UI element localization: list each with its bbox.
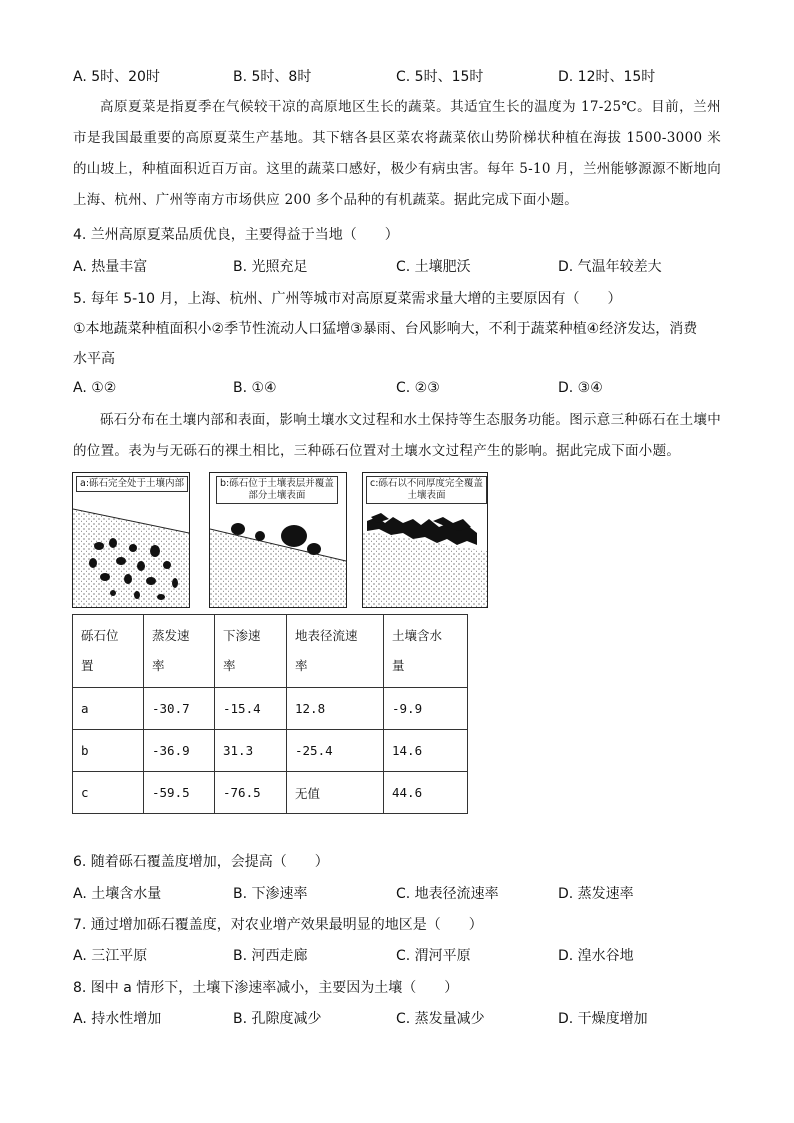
q6-option-a[interactable]: A. 土壤含水量 bbox=[73, 886, 162, 902]
q4-option-c[interactable]: C. 土壤肥沃 bbox=[396, 259, 471, 275]
panel-c-label-line1: c:砾石以不同厚度完全覆盖 bbox=[370, 478, 483, 489]
q5-option-b[interactable]: B. ①④ bbox=[233, 380, 277, 396]
cell-infiltration: -76.5 bbox=[215, 772, 287, 814]
q5-statements: ①本地蔬菜种植面积小②季节性流动人口猛增③暴雨、台风影响大，不利于蔬菜种植④经济发达，消费 bbox=[73, 321, 698, 337]
cell-moisture: 14.6 bbox=[384, 730, 468, 772]
cell-position: b bbox=[73, 730, 144, 772]
q5-stem: 5. 每年 5-10 月，上海、杭州、广州等城市对高原夏菜需求量大增的主要原因有（ ） bbox=[73, 291, 622, 307]
cell-infiltration: -15.4 bbox=[215, 688, 287, 730]
panel-c-label bbox=[366, 476, 487, 504]
q6-option-d[interactable]: D. 蒸发速率 bbox=[558, 886, 634, 902]
cell-runoff: 12.8 bbox=[287, 688, 384, 730]
header-evaporation-rate: 蒸发速 率 bbox=[144, 615, 215, 688]
cell-position: a bbox=[73, 688, 144, 730]
q3-option-c[interactable]: C. 5时、15时 bbox=[396, 69, 484, 85]
table-row bbox=[73, 730, 468, 772]
q5-option-d[interactable]: D. ③④ bbox=[558, 380, 603, 396]
panel-b-label-line1: b:砾石位于土壤表层并覆盖 bbox=[220, 478, 334, 489]
q5-statements-cont: 水平高 bbox=[73, 351, 115, 367]
q3-option-a[interactable]: A. 5时、20时 bbox=[73, 69, 160, 85]
q7-option-b[interactable]: B. 河西走廊 bbox=[233, 948, 308, 964]
cell-runoff: 无值 bbox=[287, 772, 384, 814]
q7-option-a[interactable]: A. 三江平原 bbox=[73, 948, 148, 964]
q6-option-c[interactable]: C. 地表径流速率 bbox=[396, 886, 499, 902]
q7-option-d[interactable]: D. 湟水谷地 bbox=[558, 948, 634, 964]
passage-highland-vegetables: 高原夏菜是指夏季在气候较干凉的高原地区生长的蔬菜。其适宜生长的温度为 17-25℃。目前，兰州市是我国最重要的高原夏菜生产基地。其下辖各县区菜农将蔬菜依山势阶梯状种植在海拔 1500-3000 米的山坡上，种植面积近百万亩。这里的蔬菜口感好，极少有病虫害。每年 5-10 月，兰州能够源源不断地向上海、杭州、广州等南方市场供应 200 多个品种的有机蔬菜。据此完成下面小题。 bbox=[73, 99, 721, 208]
soil-diagram-a bbox=[73, 473, 189, 607]
table-header-row bbox=[73, 615, 468, 688]
gravel-effects-table bbox=[72, 614, 468, 814]
header-soil-moisture: 土壤含水 量 bbox=[384, 615, 468, 688]
panel-c-label-line2: 土壤表面 bbox=[407, 490, 446, 501]
table-row bbox=[73, 688, 468, 730]
q6-option-b[interactable]: B. 下渗速率 bbox=[233, 886, 308, 902]
q4-option-b[interactable]: B. 光照充足 bbox=[233, 259, 308, 275]
panel-a-label: a:砾石完全处于土壤内部 bbox=[76, 476, 188, 492]
figure-panel-b bbox=[209, 472, 347, 608]
q8-option-c[interactable]: C. 蒸发量减少 bbox=[396, 1011, 485, 1027]
q7-stem: 7. 通过增加砾石覆盖度，对农业增产效果最明显的地区是（ ） bbox=[73, 917, 483, 933]
header-infiltration-rate: 下渗速 率 bbox=[215, 615, 287, 688]
table-row bbox=[73, 772, 468, 814]
panel-b-label-line2: 部分土壤表面 bbox=[248, 490, 306, 501]
cell-position: c bbox=[73, 772, 144, 814]
q7-option-c[interactable]: C. 渭河平原 bbox=[396, 948, 471, 964]
q5-option-c[interactable]: C. ②③ bbox=[396, 380, 440, 396]
q8-stem: 8. 图中 a 情形下，土壤下渗速率减小，主要因为土壤（ ） bbox=[73, 980, 459, 996]
header-gravel-position: 砾石位 置 bbox=[73, 615, 144, 688]
cell-infiltration: 31.3 bbox=[215, 730, 287, 772]
header-runoff-rate: 地表径流速 率 bbox=[287, 615, 384, 688]
cell-moisture: 44.6 bbox=[384, 772, 468, 814]
q8-option-d[interactable]: D. 干燥度增加 bbox=[558, 1011, 648, 1027]
passage-gravel: 砾石分布在土壤内部和表面，影响土壤水文过程和水土保持等生态服务功能。图示意三种砾石在土壤中的位置。表为与无砾石的裸土相比，三种砾石位置对土壤水文过程产生的影响。据此完成下面小题。 bbox=[73, 412, 721, 459]
figure-panel-c bbox=[362, 472, 488, 608]
panel-b-label bbox=[216, 476, 338, 504]
cell-runoff: -25.4 bbox=[287, 730, 384, 772]
cell-evaporation: -59.5 bbox=[144, 772, 215, 814]
cell-evaporation: -30.7 bbox=[144, 688, 215, 730]
cell-moisture: -9.9 bbox=[384, 688, 468, 730]
q4-stem: 4. 兰州高原夏菜品质优良，主要得益于当地（ ） bbox=[73, 227, 399, 243]
q3-option-b[interactable]: B. 5时、8时 bbox=[233, 69, 312, 85]
figure-panel-a bbox=[72, 472, 190, 608]
q8-option-a[interactable]: A. 持水性增加 bbox=[73, 1011, 162, 1027]
q3-option-d[interactable]: D. 12时、15时 bbox=[558, 69, 656, 85]
q8-option-b[interactable]: B. 孔隙度减少 bbox=[233, 1011, 322, 1027]
cell-evaporation: -36.9 bbox=[144, 730, 215, 772]
q4-option-a[interactable]: A. 热量丰富 bbox=[73, 259, 148, 275]
q4-option-d[interactable]: D. 气温年较差大 bbox=[558, 259, 662, 275]
q5-option-a[interactable]: A. ①② bbox=[73, 380, 117, 396]
q6-stem: 6. 随着砾石覆盖度增加，会提高（ ） bbox=[73, 854, 329, 870]
